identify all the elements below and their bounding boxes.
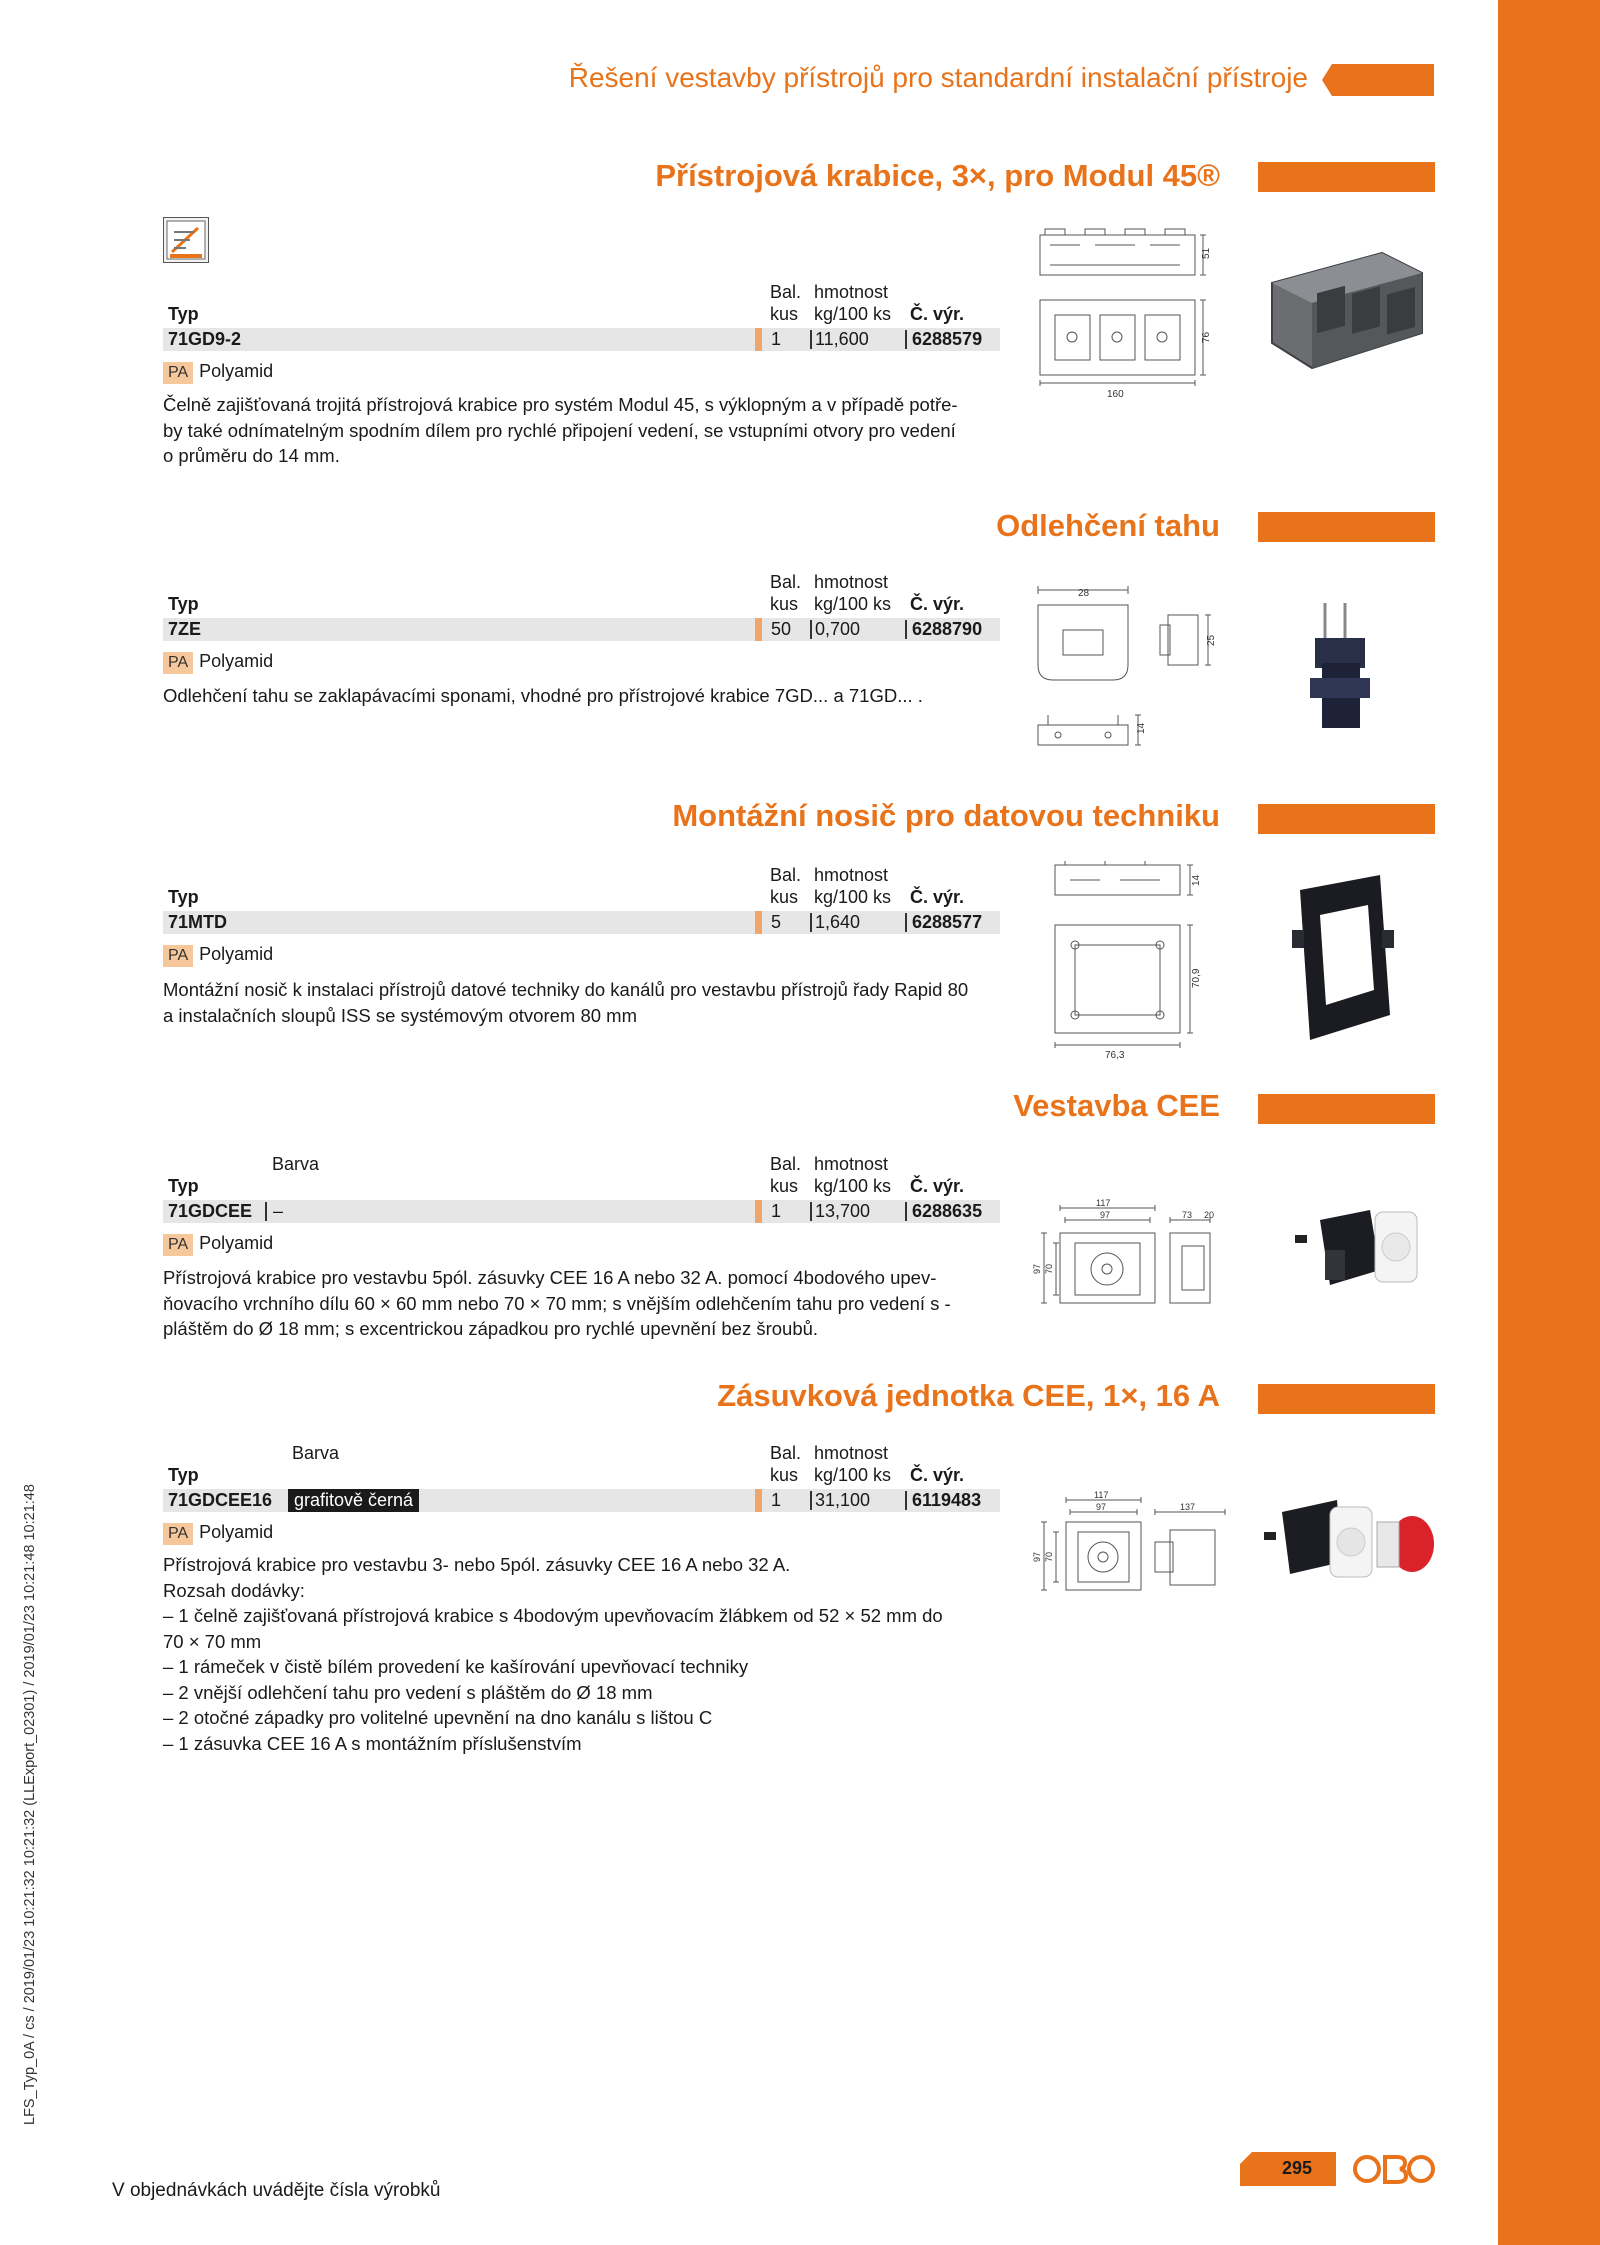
orange-side-stripe (1498, 0, 1600, 2245)
col-typ: Typ (168, 304, 199, 324)
col-typ: Typ (168, 1176, 199, 1196)
dimension-label: 28 (1078, 588, 1090, 599)
section-title-bar (1258, 512, 1435, 542)
footer-note: V objednávkách uvádějte čísla výrobků (112, 2180, 441, 2201)
col-weight-bottom: kg/100 ks (814, 304, 892, 324)
weight-value: 1,640 (815, 912, 861, 932)
color-value: grafitově černá (288, 1489, 419, 1512)
product-description: Čelně zajišťovaná trojitá přístrojová krabice pro systém Modul 45, s výklopným a v případě potře- by také odnímatelným spodním dílem pro rychlé připojení vedení, se vstupními otvory pro vedení o průměru do 14 mm. (163, 394, 958, 466)
dimension-label: 70,9 (1191, 968, 1202, 988)
col-bal-top: Bal. (770, 865, 802, 885)
dimension-label: 51 (1201, 247, 1212, 259)
product-description: Přístrojová krabice pro vestavbu 3- nebo 5pól. zásuvky CEE 16 A nebo 32 A. Rozsah dodávky: – 1 čelně zajišťovaná přístrojová krabice s 4bodovým upevňovacím žlábkem od 52 × 52 mm do 70 × 70 mm – 1 rámeček v čistě bílém provedení ke kašírování upevňovací techniky – 2 vnější odlehčení tahu pro vedení s pláštěm do Ø 18 mm – 2 otočné západky pro volitelné upevnění na dno kanálu s lištou C – 1 zásuvka CEE 16 A s montážním příslušenstvím (163, 1554, 943, 1754)
column-separator (755, 1200, 762, 1223)
column-separator (755, 1489, 762, 1512)
col-bal-top: Bal. (770, 572, 802, 592)
col-bal-top: Bal. (770, 282, 802, 302)
col-typ: Typ (168, 887, 199, 907)
weight-value: 13,700 (815, 1201, 871, 1221)
col-weight-top: hmotnost (814, 282, 889, 302)
col-bal-top: Bal. (770, 1154, 802, 1174)
dimension-drawing (1030, 1198, 1220, 1308)
pack-qty: 5 (771, 912, 782, 932)
table-row (163, 1200, 1000, 1223)
material-code-badge: PA (163, 945, 193, 967)
col-weight-bottom: kg/100 ks (814, 594, 892, 614)
dimension-label: 97 (1096, 1502, 1107, 1512)
product-photo-cee-socket (1262, 1492, 1437, 1592)
dimension-label: 14 (1191, 874, 1202, 886)
column-separator (810, 1202, 812, 1221)
material-code-badge: PA (163, 1234, 193, 1256)
dimension-drawing (1028, 580, 1228, 755)
section-title: Montážní nosič pro datovou techniku (672, 798, 1220, 833)
pack-qty: 1 (771, 1201, 782, 1221)
article-number: 6288790 (912, 619, 983, 639)
table-row (163, 618, 1000, 641)
material-code-badge: PA (163, 362, 193, 384)
weight-value: 11,600 (815, 329, 869, 349)
dimension-label: 73 (1182, 1210, 1193, 1220)
product-type: 71GDCEE (168, 1201, 253, 1221)
product-photo-strain-relief (1300, 598, 1390, 738)
col-artno: Č. výr. (910, 1176, 965, 1196)
section-title: Zásuvková jednotka CEE, 1×, 16 A (717, 1378, 1220, 1413)
column-separator (905, 1491, 907, 1510)
dimension-label: 97 (1100, 1210, 1111, 1220)
dimension-drawing (1045, 860, 1205, 1060)
col-bal-bottom: kus (770, 1465, 799, 1485)
header-arrow-icon (1322, 64, 1434, 96)
section-title: Odlehčení tahu (996, 508, 1220, 543)
article-number: 6288577 (912, 912, 983, 932)
col-bal-bottom: kus (770, 594, 799, 614)
table-row (163, 911, 1000, 934)
side-print-metadata: LFS_Typ_0A / cs / 2019/01/23 10:21:32 10:21:32 (LLExport_02301) / 2019/01/23 10:21:48 10:21:48 (22, 1484, 38, 2125)
section-title-bar (1258, 804, 1435, 834)
product-type: 71MTD (168, 912, 228, 932)
dimension-label: 117 (1094, 1490, 1109, 1500)
page-header-title: Řešení vestavby přístrojů pro standardní instalační přístroje (568, 62, 1308, 93)
product-description: Montážní nosič k instalaci přístrojů datové techniky do kanálů pro vestavbu přístrojů řady Rapid 80 a instalačních sloupů ISS se systémovým otvorem 80 mm (163, 979, 969, 1026)
dimension-label: 97 (1032, 1263, 1042, 1274)
material-code-badge: PA (163, 652, 193, 674)
obo-logo (1352, 2152, 1436, 2186)
col-bal-bottom: kus (770, 887, 799, 907)
col-artno: Č. výr. (910, 887, 965, 907)
col-weight-top: hmotnost (814, 572, 889, 592)
column-separator (905, 330, 907, 349)
section-title: Přístrojová krabice, 3×, pro Modul 45® (655, 158, 1220, 193)
section-title-bar (1258, 1094, 1435, 1124)
col-typ: Typ (168, 1465, 199, 1485)
weight-value: 31,100 (815, 1490, 871, 1510)
col-bal-top: Bal. (770, 1443, 802, 1463)
color-value: – (273, 1201, 284, 1221)
column-separator (905, 913, 907, 932)
dimension-label: 14 (1136, 722, 1147, 734)
column-separator (810, 913, 812, 932)
col-weight-bottom: kg/100 ks (814, 1465, 892, 1485)
dimension-label: 76,3 (1105, 1050, 1125, 1060)
dimension-label: 20 (1204, 1210, 1215, 1220)
dimension-label: 76 (1201, 331, 1212, 343)
col-bal-bottom: kus (770, 1176, 799, 1196)
section-title: Vestavba CEE (1013, 1088, 1220, 1123)
col-artno: Č. výr. (910, 594, 965, 614)
product-photo-cee-box (1290, 1200, 1420, 1300)
section-title-bar (1258, 162, 1435, 192)
col-barva: Barva (272, 1154, 320, 1174)
col-barva: Barva (292, 1443, 340, 1463)
col-weight-bottom: kg/100 ks (814, 1176, 892, 1196)
product-description: Přístrojová krabice pro vestavbu 5pól. zásuvky CEE 16 A nebo 32 A. pomocí 4bodového upev- ňovacího vrchního dílu 60 × 60 mm nebo 70 × 70 mm; s vnějším odlehčením tahu pro vedení s - pláštěm do Ø 18 mm; s excentrickou západkou pro rychlé upevnění bez šroubů. (163, 1267, 951, 1339)
dimension-label: 70 (1044, 1263, 1054, 1274)
column-separator (810, 330, 812, 349)
page-number: 295 (1281, 2158, 1313, 2178)
column-separator (905, 620, 907, 639)
col-weight-top: hmotnost (814, 865, 889, 885)
col-bal-bottom: kus (770, 304, 799, 324)
dimension-label: 160 (1107, 389, 1124, 400)
product-type: 71GD9-2 (168, 329, 242, 349)
material-code-badge: PA (163, 1523, 193, 1545)
dimension-label: 70 (1044, 1551, 1054, 1562)
section-title-bar (1258, 1384, 1435, 1414)
dimension-label: 117 (1096, 1198, 1111, 1208)
pack-qty: 1 (771, 329, 782, 349)
col-artno: Č. výr. (910, 1465, 965, 1485)
col-weight-bottom: kg/100 ks (814, 887, 892, 907)
material-label: PA Polyamid (163, 1232, 273, 1256)
product-photo-carrier (1290, 870, 1400, 1050)
material-label: PA Polyamid (163, 1521, 273, 1545)
product-description: Odlehčení tahu se zaklapávacími sponami, vhodné pro přístrojové krabice 7GD... a 71GD... . (163, 685, 923, 706)
column-separator (905, 1202, 907, 1221)
article-number: 6288579 (912, 329, 983, 349)
col-weight-top: hmotnost (814, 1154, 889, 1174)
material-label: PA Polyamid (163, 650, 273, 674)
column-separator (755, 328, 762, 351)
dimension-drawing (1030, 1490, 1240, 1600)
certification-icon (163, 217, 209, 263)
product-type: 7ZE (168, 619, 202, 639)
dimension-label: 25 (1206, 634, 1217, 646)
dimension-drawing (1035, 225, 1225, 405)
column-separator (810, 620, 812, 639)
col-weight-top: hmotnost (814, 1443, 889, 1463)
table-row (163, 1489, 1000, 1512)
dimension-label: 97 (1032, 1551, 1042, 1562)
material-label: PA Polyamid (163, 943, 273, 967)
article-number: 6119483 (912, 1490, 982, 1510)
article-number: 6288635 (912, 1201, 983, 1221)
col-typ: Typ (168, 594, 199, 614)
dimension-label: 137 (1180, 1502, 1196, 1512)
column-separator (810, 1491, 812, 1510)
pack-qty: 50 (771, 619, 792, 639)
column-separator (755, 618, 762, 641)
table-row (163, 328, 1000, 351)
product-photo-box (1262, 238, 1432, 388)
material-label: PA Polyamid (163, 360, 273, 384)
column-separator (265, 1202, 267, 1221)
column-separator (755, 911, 762, 934)
product-type: 71GDCEE16 (168, 1490, 273, 1510)
weight-value: 0,700 (815, 619, 861, 639)
pack-qty: 1 (771, 1490, 782, 1510)
col-artno: Č. výr. (910, 304, 965, 324)
